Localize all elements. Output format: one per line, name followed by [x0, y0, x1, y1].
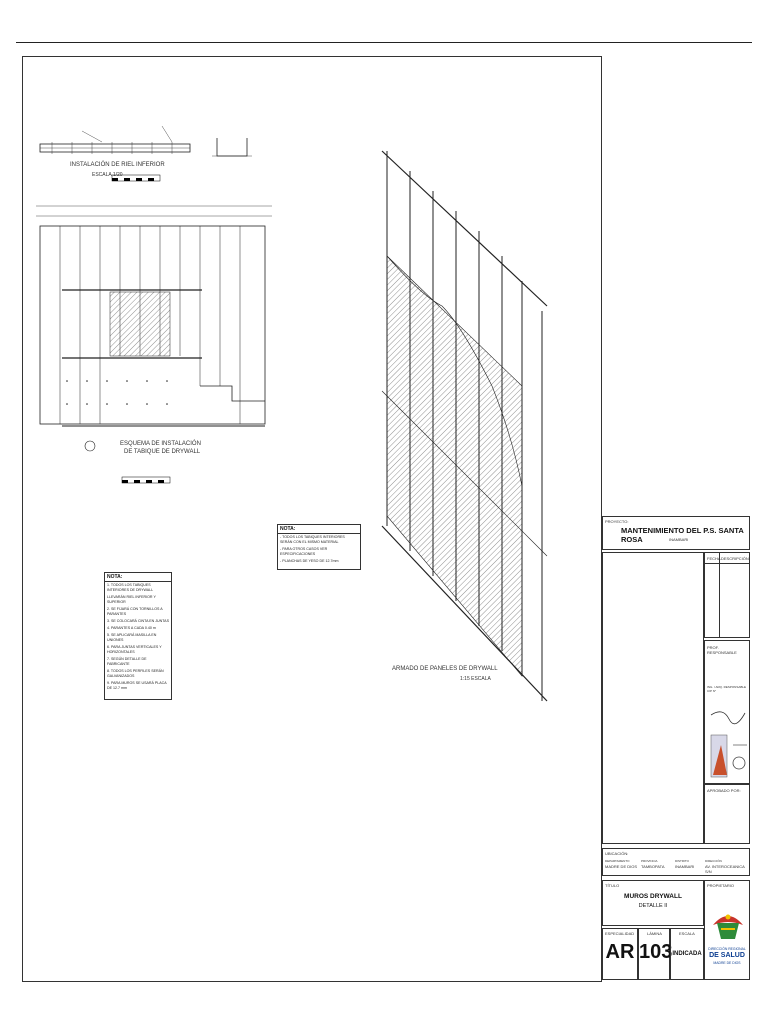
note-b-line: 7. SEGÚN DETALLE DE FABRICANTE — [107, 657, 147, 666]
logo-line2: DE SALUD — [709, 952, 745, 959]
location-block — [602, 848, 750, 876]
revision-descripcion: DESCRIPCIÓN — [721, 556, 749, 561]
approval-label: APROBADO POR: — [707, 788, 741, 793]
note-b-title: NOTA: — [105, 573, 171, 582]
signature-stamp — [707, 705, 749, 781]
revision-table — [704, 552, 750, 638]
especialidad-value: AR — [605, 941, 635, 963]
note-a-title: NOTA: — [278, 525, 360, 534]
professional-name: ING. / ARQ. RESPONSABLE CIP N° — [707, 685, 747, 693]
note-a-line: - TODOS LOS TABIQUES INTERIORES SERÁN CON EL MISMO MATERIAL — [280, 535, 345, 544]
armado-title: ARMADO DE PANELES DE DRYWALL — [392, 666, 498, 672]
project-subtitle: INAMBARI — [669, 537, 689, 542]
note-a-line: - PLANCHAS DE YESO DE 12.7mm — [280, 559, 339, 563]
logo-line3: MADRE DE DIOS — [713, 961, 741, 965]
location-val: AV. INTEROCEANICA S/N — [705, 864, 745, 874]
note-a-line: - PARA OTROS CASOS VER ESPECIFICACIONES — [280, 547, 328, 556]
armado-scale: 1:15 ESCALA — [460, 676, 491, 682]
propietario-label: PROPIETARIO — [707, 883, 735, 888]
location-cap: DEPARTAMENTO — [605, 859, 630, 863]
propietario-block — [704, 880, 750, 980]
lamina-value: 103 — [639, 941, 673, 963]
riel-title: INSTALACIÓN DE RIEL INFERIOR — [70, 162, 165, 168]
revision-fecha: FECHA — [707, 556, 721, 561]
location-label: UBICACIÓN: — [605, 851, 629, 856]
lamina-block — [638, 928, 673, 980]
project-block — [602, 516, 750, 550]
sheet-title-line1: MUROS DRYWALL — [624, 893, 682, 900]
lamina-label: LÁMINA — [647, 931, 662, 936]
note-b-line: LLEVARÁN RIEL INFERIOR Y SUPERIOR — [107, 595, 156, 604]
note-b-line: 1. TODOS LOS TABIQUES INTERIORES DE DRYWALL — [107, 583, 154, 592]
location-val: INAMBARI — [675, 864, 695, 869]
sheet-title-block — [602, 880, 704, 926]
note-b-line: 6. PARA JUNTAS VERTICALES Y HORIZONTALES — [107, 645, 162, 654]
note-b-line: 5. SE APLICARÁ MASILLA EN UNIONES — [107, 633, 157, 642]
project-name: MANTENIMIENTO DEL P.S. SANTA ROSA — [621, 526, 744, 544]
professional-label: PROF. RESPONSABLE — [707, 645, 737, 655]
location-val: MADRE DE DIOS — [605, 864, 638, 869]
escala-value: INDICADA — [672, 951, 702, 957]
note-b-line: 8. TODOS LOS PERFILES SERÁN GALVANIZADOS — [107, 669, 164, 678]
professional-block — [704, 640, 750, 784]
revision-area — [602, 552, 704, 844]
approval-block — [704, 784, 750, 844]
diresa-logo — [709, 909, 747, 945]
location-cap: PROVINCIA — [641, 859, 658, 863]
note-b-line: 2. SE FIJARÁ CON TORNILLOS A PARANTES — [107, 607, 163, 616]
note-b-line: 9. PARA MUROS SE USARÁ PLACA DE 12.7 mm — [107, 681, 167, 690]
especialidad-label: ESPECIALIDAD — [605, 931, 635, 936]
location-val: TAMBOPATA — [641, 864, 665, 869]
riel-inferior-detail — [40, 126, 252, 181]
esquema-title-2: DE TABIQUE DE DRYWALL — [124, 449, 201, 455]
armado-isometric — [382, 151, 547, 701]
location-cap: DIRECCIÓN — [705, 859, 722, 863]
especialidad-block — [602, 928, 638, 980]
project-label: PROYECTO: — [605, 519, 629, 524]
note-box-b — [104, 572, 172, 700]
escala-label: ESCALA — [679, 931, 695, 936]
location-cap: DISTRITO — [675, 859, 689, 863]
logo-line1: DIRECCIÓN REGIONAL — [708, 947, 746, 951]
note-b-line: 4. PARANTES A CADA 0.40 m — [107, 626, 156, 630]
riel-scale: ESCALA 1/20 — [92, 172, 123, 178]
note-b-line: 3. SE COLOCARÁ CINTA EN JUNTAS — [107, 619, 169, 623]
technical-drawings — [22, 56, 602, 982]
sheet-title-line2: DETALLE II — [638, 903, 668, 909]
sheet-title-label: TÍTULO — [605, 883, 620, 888]
esquema-title-1: ESQUEMA DE INSTALACIÓN — [120, 441, 201, 447]
note-box-a — [277, 524, 361, 570]
escala-block — [670, 928, 704, 980]
